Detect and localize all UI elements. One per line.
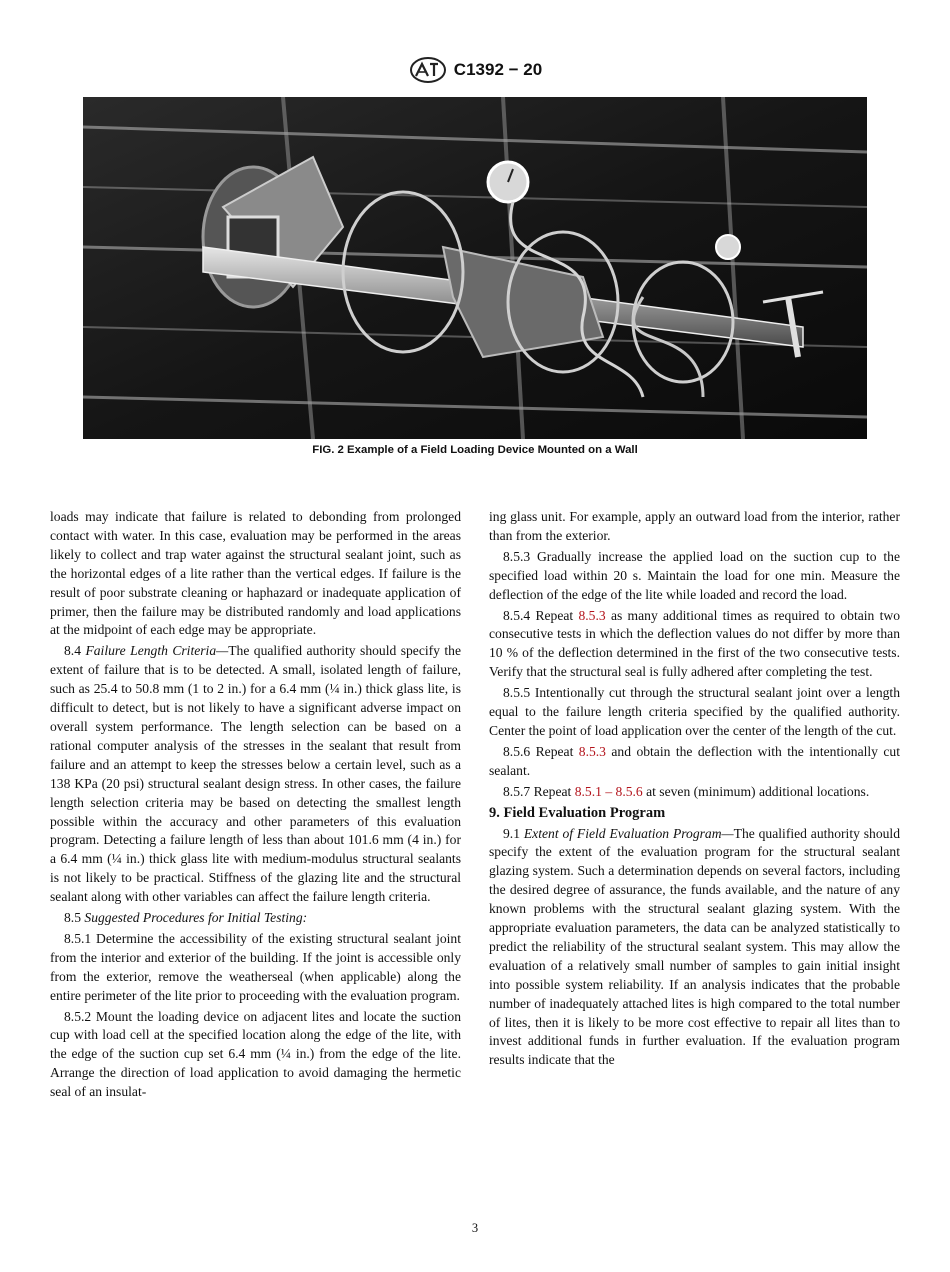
subsection-title: Failure Length Criteria— (85, 643, 229, 659)
paragraph: loads may indicate that failure is related to debonding from prolonged contact with water. In this case, evaluation may be performed in the areas likely to collect and trap water against the structural sealant joint, such as the horizontal edges of a lite rather than the vertical edges. If failure is the result of poor substrate cleaning or haphazard or inadequate application of primer, then the failure may be distributed randomly and load applications at the midpoint of each edge may be appropriate. (50, 509, 461, 638)
paragraph-text: The qualified authority should specify the extent of the evaluation program for the structural sealant glazing system. Such a determination depends on several factors, including the desired degree of assurance, the funds available, and the nature of any known problems with the structural sealant glazing system. With the appropriate evaluation parameters, the data can be analyzed statistically to predict the reliability of the structural sealant system. This may allow the evaluation of a relatively small number of samples to gain initial insight into possible system reliability. If an analysis indicates that the probable number of inadequately attached lites is high compared to the total number of lites, then it is likely to be more cost effective to repair all lites than to invest additional funds in further evaluation. If the evaluation program results indicate that the (489, 825, 901, 1068)
subsection-title: Extent of Field Evaluation Program— (523, 825, 734, 841)
section-number: 9.1 (503, 825, 520, 841)
document-designation: C1392 − 20 (453, 60, 543, 79)
paragraph-text: 8.5.7 Repeat (503, 783, 575, 799)
paragraph-text: 8.5.6 Repeat (503, 743, 579, 759)
paragraph-text: as many additional times as required to obtain two consecutive tests in which the deflection values do not differ by more than 10 % of the deflection determined in the first of the two consecutive tests. Verify that the structural seal is fully adhered after completing the test. (489, 607, 900, 680)
paragraph: 8.5.2 Mount the loading device on adjacent lites and locate the suction cup with load cell at the specified location along the edge of the lite, with the edge of the suction cup set 6.4 mm (¼ in.) from the edge of the lite. Arrange the direction of load application to avoid damaging the hermetic seal of an insulat- (50, 1008, 461, 1100)
paragraph-text: 8.5.4 Repeat (503, 607, 579, 623)
paragraph-text: The qualified authority should specify the extent of failure that is to be detected. A small, isolated length of failure, such as 25.4 to 50.8 mm (1 to 2 in.) for a 6.4 mm (¼ in.) thick glass lite, is difficult to detect, but is not likely to have a significant adverse impact on overall system performance. The length selection can be based on a rational computer analysis of the stresses in the sealant that result from failure and an attempt to keep the stresses below a certain level, such as a 138 KPa (20 psi) structural sealant design stress. In other cases, the failure length selection criteria may be based on detecting the smallest length possible within the accuracy and other parameters of this evaluation program. Detecting a failure length of less than about 101.6 mm (4 in.) for a 6.4 mm (¼ in.) thick glass lite with medium-modulus structural sealants is not likely to be practical. Stiffness of the glazing lite and the structural sealant along with other variables can affect the failure length criteria. (50, 643, 461, 905)
cross-reference-link[interactable]: 8.5.1 – 8.5.6 (574, 783, 643, 799)
paragraph (489, 607, 900, 683)
paragraph (50, 642, 461, 907)
paragraph-text: at seven (minimum) additional locations. (642, 783, 870, 799)
paragraph: ing glass unit. For example, apply an outward load from the interior, rather than from the exterior. (489, 509, 900, 543)
page-number: 3 (471, 1221, 479, 1235)
figure-photo (83, 97, 867, 439)
paragraph: 8.5.3 Gradually increase the applied load on the suction cup to the specified load within 20 s. Maintain the load for one min. Measure the deflection of the edge of the lite while loaded and record the load. (489, 548, 900, 602)
section-heading: 9. Field Evaluation Program (489, 804, 666, 821)
field-loading-device-illustration (83, 97, 867, 439)
paragraph (489, 825, 900, 1071)
paragraph (489, 783, 900, 802)
figure-caption: FIG. 2 Example of a Field Loading Device Mounted on a Wall (312, 444, 638, 456)
right-column (489, 508, 900, 1072)
paragraph (50, 909, 461, 928)
subsection-title: Suggested Procedures for Initial Testing: (84, 910, 308, 926)
page-header (0, 56, 950, 89)
paragraph: 8.5.1 Determine the accessibility of the existing structural sealant joint from the interior and exterior of the building. If the joint is accessible only from the exterior, remove the weatherseal (when applicable) along the entire perimeter of the lite prior to proceeding with the evaluation program. (50, 930, 461, 1003)
paragraph (489, 743, 900, 781)
section-number: 8.5 (64, 910, 81, 926)
cross-reference-link[interactable]: 8.5.3 (578, 743, 606, 759)
astm-logo-icon (408, 56, 448, 84)
section-number: 8.4 (64, 643, 81, 659)
cross-reference-link[interactable]: 8.5.3 (578, 607, 606, 623)
left-column (50, 508, 461, 1104)
paragraph-text: and obtain the deflection with the intentionally cut sealant. (489, 743, 900, 778)
paragraph: 8.5.5 Intentionally cut through the structural sealant joint over a length equal to the failure length criteria specified by the qualified authority. Center the point of load application over the center of the length of the cut. (489, 685, 900, 738)
